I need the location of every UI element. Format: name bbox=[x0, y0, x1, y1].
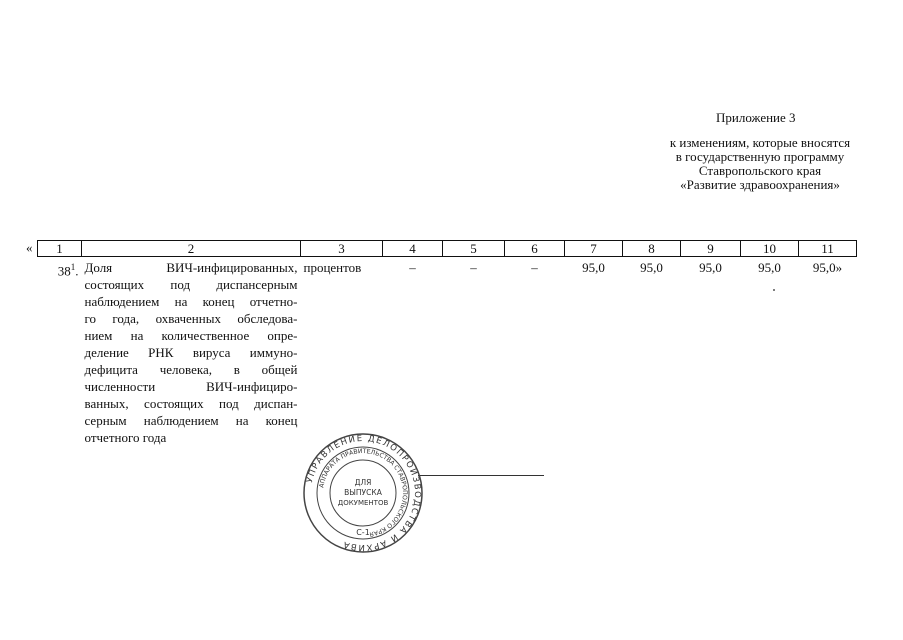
value-col-11: 95,0» bbox=[812, 260, 843, 275]
column-header: 10 bbox=[741, 241, 799, 257]
column-header: 4 bbox=[383, 241, 443, 257]
table-row bbox=[38, 257, 857, 447]
row-number-dot: . bbox=[75, 263, 79, 279]
description-line: отчетного года bbox=[84, 430, 167, 445]
stamp-center-line: ВЫПУСКА bbox=[344, 488, 382, 497]
column-header: 7 bbox=[565, 241, 623, 257]
description-line: ванных, состоящих под диспан- bbox=[84, 396, 298, 411]
value-col-9: 95,0 bbox=[699, 260, 722, 275]
description-line: численности ВИЧ-инфициро- bbox=[84, 379, 298, 394]
value-col-5: – bbox=[470, 260, 477, 275]
stamp-inner-text: АППАРАТА ПРАВИТЕЛЬСТВА СТАВРОПОЛЬСКОГО КРАЯ bbox=[318, 447, 409, 538]
value-col-7: 95,0 bbox=[582, 260, 605, 275]
signature-line bbox=[418, 475, 544, 476]
indicator-description bbox=[82, 257, 301, 447]
subtitle-line: к изменениям, которые вносятся bbox=[669, 135, 851, 150]
column-header: 9 bbox=[681, 241, 741, 257]
stamp-center-line: ДЛЯ bbox=[354, 478, 372, 487]
table-open-quote: « bbox=[26, 240, 33, 255]
stamp-outer-text: УПРАВЛЕНИЕ ДЕЛОПРОИЗВОДСТВА И АРХИВА bbox=[305, 433, 423, 553]
indicator-table bbox=[37, 240, 857, 446]
description-line: дефицита человека, в общей bbox=[84, 362, 298, 377]
column-header: 6 bbox=[505, 241, 565, 257]
value-col-4: – bbox=[409, 260, 416, 275]
stamp-code: С-1 bbox=[356, 528, 370, 537]
description-line: серным наблюдением на конец bbox=[84, 413, 298, 428]
description-line: наблюдением на конец отчетно- bbox=[84, 294, 298, 309]
table-header-row bbox=[38, 241, 857, 257]
column-header: 1 bbox=[38, 241, 82, 257]
unit-cell: процентов bbox=[303, 260, 362, 275]
official-stamp bbox=[302, 432, 424, 554]
appendix-title: Приложение 3 bbox=[716, 110, 796, 125]
row-number-superscript: 1 bbox=[70, 262, 76, 272]
description-line: нием на количественное опре- bbox=[84, 328, 298, 343]
description-line: деление РНК вируса иммуно- bbox=[84, 345, 298, 360]
column-header: 3 bbox=[301, 241, 383, 257]
appendix-subtitle bbox=[600, 136, 903, 192]
value-col-10: 95,0 bbox=[758, 260, 781, 275]
description-line: состоящих под диспансерным bbox=[84, 277, 298, 292]
column-header: 8 bbox=[623, 241, 681, 257]
subtitle-line: Ставропольского края bbox=[698, 163, 822, 178]
column-header: 5 bbox=[443, 241, 505, 257]
row-number bbox=[38, 257, 82, 447]
description-line: Доля ВИЧ-инфицированных, bbox=[84, 260, 298, 275]
stamp-center-line: ДОКУМЕНТОВ bbox=[337, 499, 389, 507]
row-number-main: 38 bbox=[57, 263, 71, 279]
column-header: 11 bbox=[799, 241, 857, 257]
subtitle-line: «Развитие здравоохранения» bbox=[680, 177, 840, 192]
value-col-6: – bbox=[531, 260, 538, 275]
value-col-8: 95,0 bbox=[640, 260, 663, 275]
description-line: го года, охваченных обследова- bbox=[84, 311, 298, 326]
subtitle-line: в государственную программу bbox=[675, 149, 845, 164]
column-header: 2 bbox=[82, 241, 301, 257]
